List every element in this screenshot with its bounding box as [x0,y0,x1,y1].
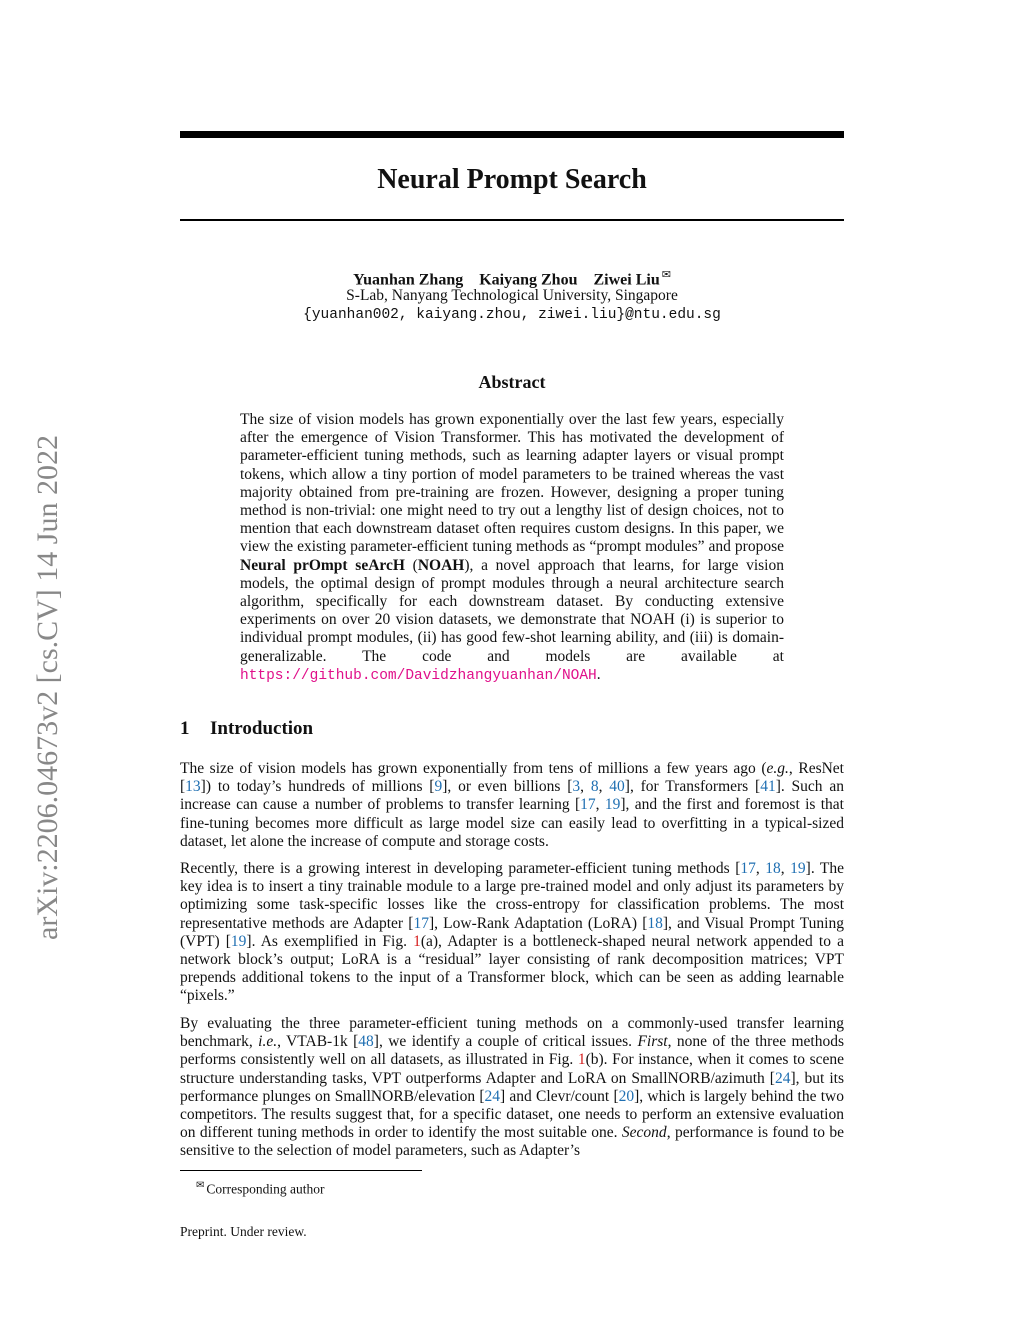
author-name: Ziwei Liu [593,271,660,289]
paper-title: Neural Prompt Search [377,164,647,195]
footnote [196,1176,325,1200]
citation-link[interactable]: 24 [484,1087,501,1105]
citation-link[interactable]: 3 [572,778,581,796]
figure-link[interactable]: 1 [413,932,421,950]
citation-link[interactable]: 48 [358,1033,374,1051]
citation-link[interactable]: 40 [609,778,625,796]
citation-link[interactable]: 41 [760,778,776,796]
body-paragraph: The size of vision models has grown exponentially from tens of millions a few years ago (e.g., ResNet [13]) to today’s hundreds of millions [9], or even billions [3, 8, 40], for Transformers [41]. Such an increase can cause a number of problems to transfer learning [17, 19], and the first and foremost is that fine-tuning becomes more difficult as large model size can easily lead to overfitting in a typical-sized dataset, let alone the increase of compute and storage costs. [180,760,844,850]
author-emails: {yuanhan002, kaiyang.zhou, ziwei.liu}@ntu.edu.sg [303,307,721,323]
title-bottom-rule [180,219,844,221]
citation-link[interactable]: 8 [590,778,599,796]
body-paragraph: Recently, there is a growing interest in developing parameter-efficient tuning methods [17, 18, 19]. The key idea is to insert a tiny trainable module to a large pre-trained model and only adjust its parameters by optimizing some task-specific losses like the cross-entropy for classification problems. The most representative methods are Adapter [17], Low-Rank Adaptation (LoRA) [18], and Visual Prompt Tuning (VPT) [19]. As exemplified in Fig. 1(a), Adapter is a bottleneck-shaped neural network appended to a network block’s output; LoRA is a “residual” layer consisting of rank decomposition matrices; VPT prepends additional tokens to the input of a Transformer block, which can be seen as adding learnable “pixels.” [180,860,845,1005]
author-name: Kaiyang Zhou [479,271,578,289]
abstract-text: The size of vision models has grown exponentially over the last few years, especially after the emergence of Vision Transformer. This has motivated the development of parameter-efficient tuning methods, such as learning adapter layers or visual prompt tokens, which allow a tiny portion of model parameters to be trained whereas the vast majority obtained from pre-training are frozen. However, designing a proper tuning method is non-trivial: one might need to try out a lengthy list of design choices, not to mention that each downstream dataset often requires custom designs. In this paper, we view the existing parameter-efficient tuning methods as “prompt modules” and propose Neural prOmpt seArcH (NOAH), a novel approach that learns, for large vision models, the optimal design of prompt modules through a neural architecture search algorithm, specifically for each downstream dataset. By conducting extensive experiments on over 20 vision datasets, we demonstrate that NOAH (i) is superior to individual prompt modules, (ii) has good few-shot learning ability, and (iii) is domain-generalizable. The code and models are available at https://github.com/Davidzhangyuanhan/NOAH. [240,411,784,684]
citation-link[interactable]: 18 [647,914,663,932]
citation-link[interactable]: 24 [774,1069,791,1087]
citation-link[interactable]: 19 [604,796,621,814]
section-number: 1 [180,718,190,739]
author-name: Yuanhan Zhang [353,271,464,289]
citation-link[interactable]: 19 [790,860,806,877]
envelope-icon: ✉ [661,269,671,281]
envelope-icon: ✉ [196,1180,205,1191]
citation-link[interactable]: 17 [740,860,756,877]
citation-link[interactable]: 13 [185,778,201,796]
code-link[interactable]: https://github.com/Davidzhangyuanhan/NOAH [240,667,597,684]
body-paragraph: By evaluating the three parameter-efficient tuning methods on a commonly-used transfer learning benchmark, i.e., VTAB-1k [48], we identify a couple of critical issues. First, none of the three methods performs consistently well on all datasets, as illustrated in Fig. 1(b). For instance, when it comes to scene structure understanding tasks, VPT outperforms Adapter and LoRA on SmallNORB/azimuth [24], but its performance plunges on SmallNORB/elevation [24] and Clevr/count [20], which is largely behind the two competitors. The results suggest that, for a specific dataset, one needs to perform an extensive evaluation on different tuning methods in order to identify the most suitable one. Second, performance is found to be sensitive to the selection of model parameters, such as Adapter’s [180,1015,845,1160]
arxiv-side-stamp: arXiv:2206.04673v2 [cs.CV] 14 Jun 2022 [31,435,64,940]
figure-link[interactable]: 1 [577,1051,586,1069]
citation-link[interactable]: 17 [580,796,596,814]
affiliation: S-Lab, Nanyang Technological University, Singapore [346,287,678,304]
section-title: Introduction [210,718,314,739]
title-top-rule [180,131,844,138]
citation-link[interactable]: 9 [434,778,443,796]
citation-link[interactable]: 20 [618,1087,635,1105]
footnote-text: Corresponding author [206,1181,325,1197]
preprint-note: Preprint. Under review. [180,1224,307,1239]
citation-link[interactable]: 19 [230,932,247,950]
abstract-heading: Abstract [478,372,546,392]
citation-link[interactable]: 18 [765,860,781,877]
citation-link[interactable]: 17 [413,914,429,932]
section-heading [180,716,844,742]
footnote-rule [180,1170,422,1171]
